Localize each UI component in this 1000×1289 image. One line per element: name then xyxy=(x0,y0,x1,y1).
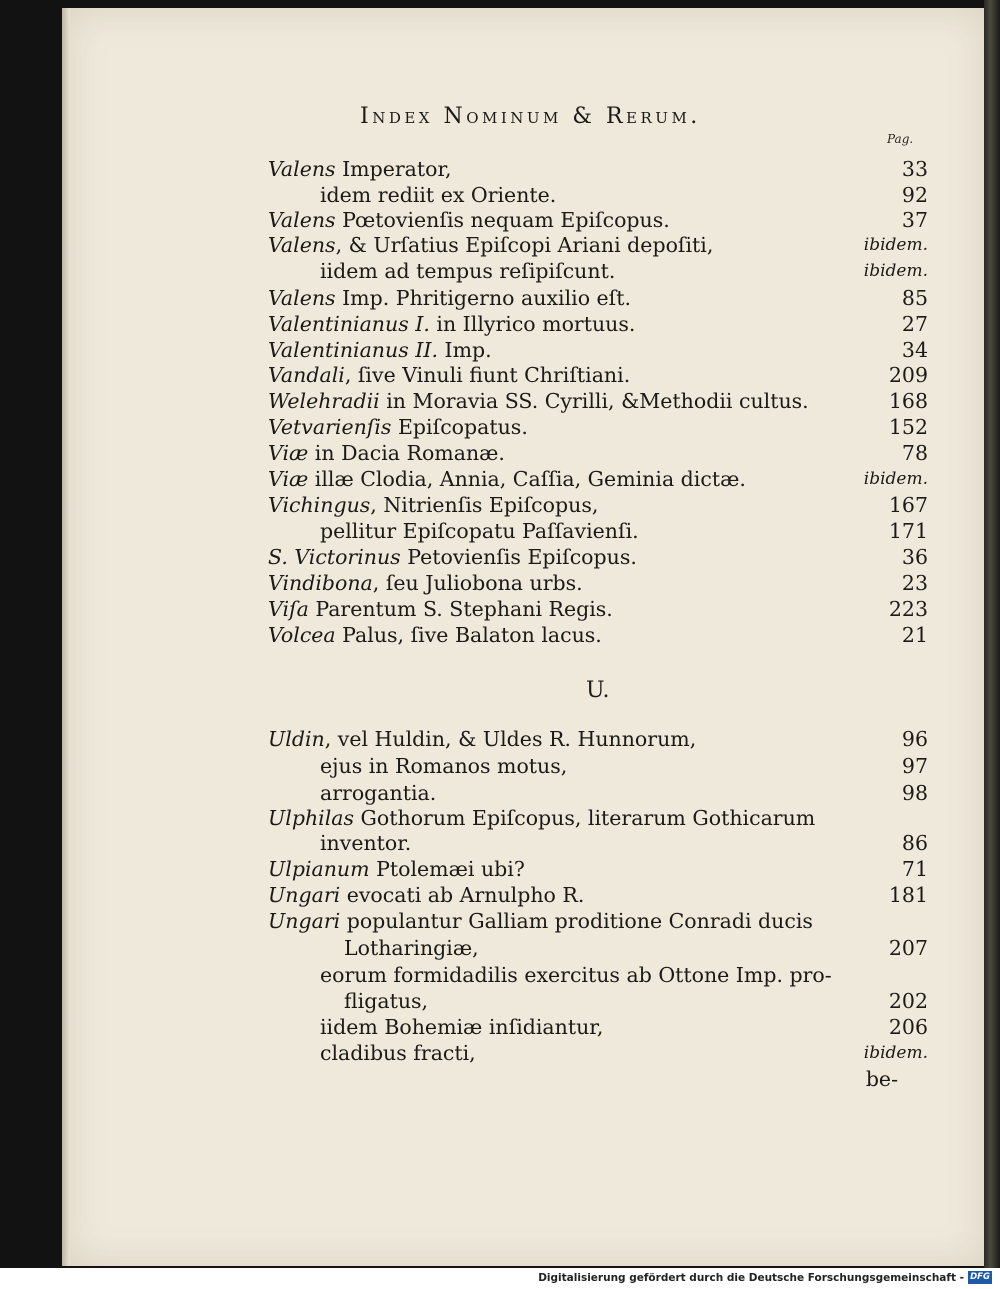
page-header: Index Nominum & Rerum. xyxy=(360,104,701,129)
dfg-logo: DFG xyxy=(968,1271,992,1284)
page-left-edge xyxy=(62,8,70,1266)
page-column-label: Pag. xyxy=(887,132,914,146)
book-spine-edge xyxy=(984,0,1000,1268)
section-letter: U. xyxy=(586,678,610,703)
funding-credit: Digitalisierung gefördert durch die Deutsche Forschungsgemeinschaft - xyxy=(538,1272,964,1284)
